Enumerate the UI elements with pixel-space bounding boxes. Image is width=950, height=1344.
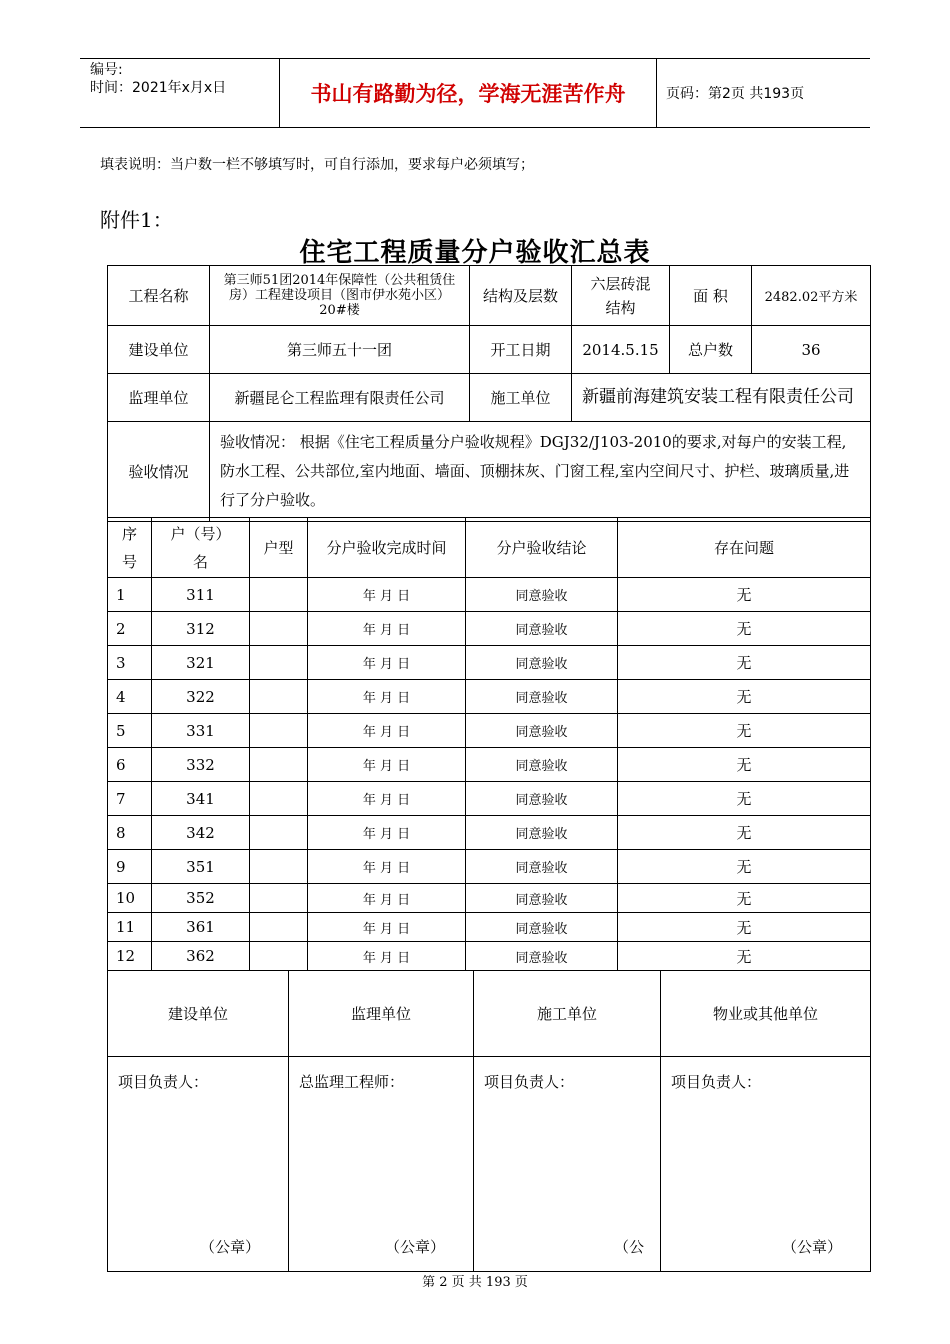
row-type	[250, 884, 308, 913]
row-unit: 342	[152, 816, 250, 850]
table-row	[108, 646, 871, 680]
row-no: 1	[108, 578, 152, 612]
row-result: 同意验收	[466, 782, 618, 816]
table-header-row	[108, 518, 871, 578]
seal-text: （公章）	[199, 1238, 260, 1256]
page-title: 住宅工程质量分户验收汇总表	[299, 238, 651, 268]
row-result: 同意验收	[466, 578, 618, 612]
row-result: 同意验收	[466, 646, 618, 680]
col-header-unit: 户（号）名	[152, 518, 250, 578]
row-unit: 322	[152, 680, 250, 714]
col-header-no: 序号	[108, 518, 152, 578]
sign-cell-contractor	[474, 1057, 661, 1272]
table-row	[108, 782, 871, 816]
row-no: 12	[108, 942, 152, 971]
row-issue: 无	[618, 850, 871, 884]
row-result: 同意验收	[466, 680, 618, 714]
row-date: 年 月 日	[308, 850, 466, 884]
table-row	[108, 850, 871, 884]
row-no: 4	[108, 680, 152, 714]
row-type	[250, 782, 308, 816]
sign-role: 项目负责人：	[484, 1073, 575, 1091]
area-label: 面 积	[670, 266, 752, 326]
row-no: 6	[108, 748, 152, 782]
row-result: 同意验收	[466, 612, 618, 646]
row-type	[250, 578, 308, 612]
table-row	[108, 578, 871, 612]
row-result: 同意验收	[466, 913, 618, 942]
table-row	[108, 748, 871, 782]
row-issue: 无	[618, 913, 871, 942]
sign-org-supervisor: 监理单位	[289, 971, 474, 1057]
header-number-label: 编号:	[90, 62, 123, 78]
row-date: 年 月 日	[308, 913, 466, 942]
sign-cell-supervisor	[289, 1057, 474, 1272]
table-row	[108, 816, 871, 850]
supervisor-label: 监理单位	[108, 374, 210, 422]
fill-instructions: 填表说明：当户数一栏不够填写时，可自行添加，要求每户必须填写；	[100, 157, 534, 173]
contractor-label: 施工单位	[470, 374, 572, 422]
sign-cell-property	[661, 1057, 871, 1272]
row-no: 2	[108, 612, 152, 646]
row-issue: 无	[618, 782, 871, 816]
row-no: 11	[108, 913, 152, 942]
sign-cell-builder	[108, 1057, 289, 1272]
project-name: 第三师51团2014年保障性（公共租赁住房）工程建设项目（图市伊水苑小区）20#楼	[210, 266, 470, 326]
row-type	[250, 680, 308, 714]
table-row	[108, 612, 871, 646]
col-header-type: 户型	[250, 518, 308, 578]
supervisor-value: 新疆昆仑工程监理有限责任公司	[210, 374, 470, 422]
sign-role: 总监理工程师：	[299, 1073, 405, 1091]
row-date: 年 月 日	[308, 680, 466, 714]
row-type	[250, 913, 308, 942]
row-issue: 无	[618, 612, 871, 646]
row-issue: 无	[618, 884, 871, 913]
table-row	[108, 884, 871, 913]
header-motto: 书山有路勤为径，学海无涯苦作舟	[280, 59, 657, 127]
area-value: 2482.02平方米	[752, 266, 871, 326]
row-unit: 362	[152, 942, 250, 971]
row-date: 年 月 日	[308, 748, 466, 782]
contractor-value: 新疆前海建筑安装工程有限责任公司	[572, 374, 871, 422]
row-unit: 332	[152, 748, 250, 782]
signature-table	[107, 970, 871, 1272]
row-no: 9	[108, 850, 152, 884]
sign-role: 项目负责人：	[671, 1073, 762, 1091]
row-issue: 无	[618, 646, 871, 680]
row-issue: 无	[618, 816, 871, 850]
row-unit: 331	[152, 714, 250, 748]
row-type	[250, 748, 308, 782]
table-row	[108, 680, 871, 714]
sign-role: 项目负责人：	[118, 1073, 209, 1091]
attachment-label: 附件1：	[100, 208, 173, 232]
row-unit: 311	[152, 578, 250, 612]
row-type	[250, 942, 308, 971]
row-date: 年 月 日	[308, 942, 466, 971]
row-date: 年 月 日	[308, 646, 466, 680]
table-row	[108, 913, 871, 942]
col-header-issue: 存在问题	[618, 518, 871, 578]
row-date: 年 月 日	[308, 884, 466, 913]
row-unit: 312	[152, 612, 250, 646]
table-row	[108, 942, 871, 971]
structure-label: 结构及层数	[470, 266, 572, 326]
row-type	[250, 714, 308, 748]
row-type	[250, 646, 308, 680]
row-unit: 351	[152, 850, 250, 884]
row-issue: 无	[618, 680, 871, 714]
seal-text: （公	[613, 1238, 644, 1256]
row-date: 年 月 日	[308, 782, 466, 816]
structure-value: 六层砖混结构	[572, 266, 670, 326]
row-result: 同意验收	[466, 748, 618, 782]
seal-text: （公章）	[384, 1238, 445, 1256]
households-label: 总户数	[670, 326, 752, 374]
row-type	[250, 612, 308, 646]
sign-org-property: 物业或其他单位	[661, 971, 871, 1057]
col-header-result: 分户验收结论	[466, 518, 618, 578]
builder-label: 建设单位	[108, 326, 210, 374]
sign-org-builder: 建设单位	[108, 971, 289, 1057]
row-no: 8	[108, 816, 152, 850]
row-date: 年 月 日	[308, 578, 466, 612]
builder-value: 第三师五十一团	[210, 326, 470, 374]
row-result: 同意验收	[466, 816, 618, 850]
row-no: 5	[108, 714, 152, 748]
page-footer: 第 2 页 共 193 页	[422, 1275, 528, 1290]
project-info-table	[107, 265, 871, 522]
row-type	[250, 850, 308, 884]
col-header-date: 分户验收完成时间	[308, 518, 466, 578]
row-result: 同意验收	[466, 850, 618, 884]
row-unit: 352	[152, 884, 250, 913]
page-header	[80, 58, 870, 128]
row-unit: 321	[152, 646, 250, 680]
seal-text: （公章）	[781, 1238, 842, 1256]
household-table	[107, 517, 871, 971]
row-date: 年 月 日	[308, 714, 466, 748]
project-name-label: 工程名称	[108, 266, 210, 326]
row-no: 3	[108, 646, 152, 680]
inspection-text: 验收情况： 根据《住宅工程质量分户验收规程》DGJ32/J103-2010的要求,对每户的安装工程,防水工程、公共部位,室内地面、墙面、顶棚抹灰、门窗工程,室内空间尺寸、护栏、玻璃质量,进行了分户验收。	[210, 422, 871, 522]
header-time: 时间：2021年x月x日	[90, 80, 227, 96]
sign-org-contractor: 施工单位	[474, 971, 661, 1057]
row-result: 同意验收	[466, 942, 618, 971]
header-meta	[80, 59, 280, 127]
row-no: 10	[108, 884, 152, 913]
row-issue: 无	[618, 714, 871, 748]
row-issue: 无	[618, 578, 871, 612]
row-no: 7	[108, 782, 152, 816]
inspection-label: 验收情况	[108, 422, 210, 522]
row-date: 年 月 日	[308, 816, 466, 850]
row-type	[250, 816, 308, 850]
row-result: 同意验收	[466, 884, 618, 913]
row-unit: 361	[152, 913, 250, 942]
row-date: 年 月 日	[308, 612, 466, 646]
table-row	[108, 714, 871, 748]
row-issue: 无	[618, 942, 871, 971]
row-issue: 无	[618, 748, 871, 782]
start-date-value: 2014.5.15	[572, 326, 670, 374]
households-value: 36	[752, 326, 871, 374]
header-page-info: 页码：第2页 共193页	[666, 86, 805, 102]
row-unit: 341	[152, 782, 250, 816]
start-date-label: 开工日期	[470, 326, 572, 374]
row-result: 同意验收	[466, 714, 618, 748]
